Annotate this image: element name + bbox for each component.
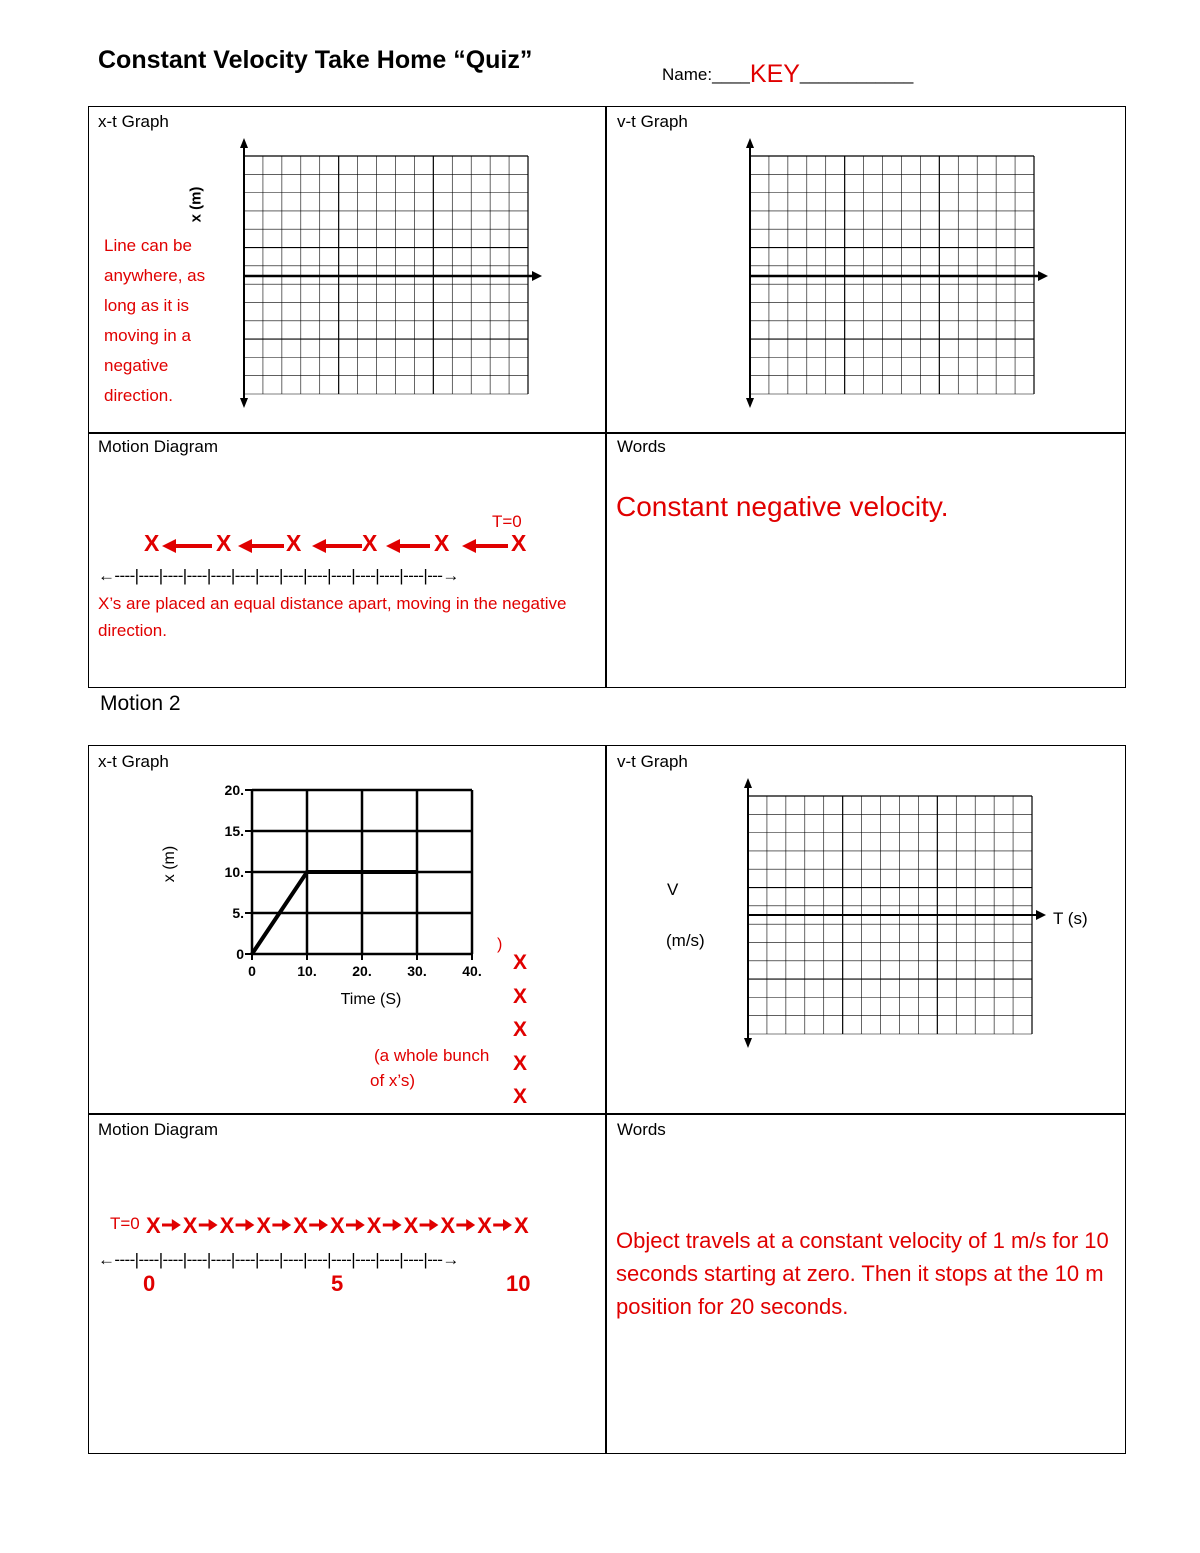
motion2-vt-label: v-t Graph bbox=[617, 752, 688, 771]
motion2-tick-10: 10 bbox=[506, 1271, 531, 1296]
page-title: Constant Velocity Take Home “Quiz” bbox=[98, 46, 533, 74]
motion-arrowhead bbox=[172, 1219, 181, 1231]
x-mark: X bbox=[514, 1213, 529, 1238]
motion1-xt-grid bbox=[230, 136, 550, 410]
note-line: Line can be bbox=[104, 236, 192, 255]
motion1-arrows bbox=[140, 532, 540, 562]
motion2-arrow-layer bbox=[0, 1210, 600, 1240]
chart-y-tick-label: 15. bbox=[224, 823, 244, 839]
x-mark: X bbox=[293, 1213, 308, 1238]
motion2-tick-5: 5 bbox=[331, 1271, 344, 1296]
chart-x-tick-label: 0 bbox=[248, 963, 256, 979]
x-mark: X bbox=[182, 1213, 198, 1238]
motion-arrowhead bbox=[209, 1219, 218, 1231]
note-line: anywhere, as bbox=[104, 266, 206, 285]
x-mark: X bbox=[434, 530, 450, 556]
chart-y-tick-label: 0 bbox=[236, 946, 244, 962]
motion1-t0-label: T=0 bbox=[492, 512, 522, 531]
motion2-vt-ylabel-bottom: (m/s) bbox=[666, 931, 705, 950]
motion-arrowhead bbox=[245, 1219, 254, 1231]
motion-arrowhead bbox=[282, 1219, 291, 1231]
x-mark: X bbox=[513, 984, 528, 1008]
x-mark: X bbox=[511, 530, 527, 556]
motion1-xt-axis-label: x (m) bbox=[187, 186, 205, 223]
motion-arrowhead bbox=[503, 1219, 512, 1231]
x-mark: X bbox=[256, 1213, 272, 1238]
chart-y-tick-label: 20. bbox=[224, 782, 244, 798]
motion2-heading: Motion 2 bbox=[100, 692, 181, 715]
x-mark: X bbox=[403, 1213, 419, 1238]
motion2-side-marks bbox=[513, 946, 527, 1114]
x-mark: X bbox=[513, 1051, 528, 1075]
motion1-xt-note bbox=[104, 231, 205, 411]
chart-x-tick-label: 40. bbox=[462, 963, 482, 979]
motion-arrowhead bbox=[356, 1219, 365, 1231]
name-field bbox=[662, 58, 913, 87]
name-trailing-line: ____________ bbox=[799, 65, 914, 84]
chart-x-label: Time (S) bbox=[340, 991, 402, 1008]
x-mark: X bbox=[513, 951, 528, 974]
name-label: Name:____ bbox=[662, 65, 750, 84]
x-mark: X bbox=[477, 1213, 492, 1238]
motion2-marks bbox=[0, 1210, 600, 1240]
side-note-line: of x’s) bbox=[370, 1071, 416, 1090]
motion2-side-note bbox=[370, 1043, 489, 1093]
x-mark: X bbox=[330, 1213, 345, 1238]
motion-arrowhead bbox=[393, 1219, 402, 1231]
note-line: moving in a bbox=[104, 326, 191, 345]
x-mark: X bbox=[362, 530, 378, 556]
motion2-side-partial: ) bbox=[497, 936, 503, 953]
motion2-md-label: Motion Diagram bbox=[98, 1120, 218, 1139]
chart-y-tick-label: 5. bbox=[232, 905, 244, 921]
x-mark: X bbox=[366, 1213, 382, 1238]
x-mark: X bbox=[513, 1018, 528, 1041]
motion2-vt-grid bbox=[734, 776, 1054, 1050]
motion2-vt-xlabel: T (s) bbox=[1053, 909, 1088, 928]
motion-arrowhead bbox=[429, 1219, 438, 1231]
motion1-md-note: X’s are placed an equal distance apart, moving in the negative direction. bbox=[98, 594, 567, 640]
chart-x-tick-label: 30. bbox=[407, 963, 427, 979]
note-line: long as it is bbox=[104, 296, 190, 315]
x-mark: X bbox=[216, 530, 232, 556]
chart-y-label: x (m) bbox=[161, 845, 178, 883]
motion2-divider-h bbox=[88, 1113, 1126, 1115]
x-mark: X bbox=[144, 530, 160, 556]
motion-arrowhead bbox=[466, 1219, 475, 1231]
x-mark: X bbox=[513, 1085, 528, 1108]
note-line: negative bbox=[104, 356, 169, 375]
chart-x-tick-label: 10. bbox=[297, 963, 317, 979]
motion1-vt-label: v-t Graph bbox=[617, 112, 688, 131]
motion1-vt-grid bbox=[736, 136, 1056, 410]
x-mark: X bbox=[146, 1213, 161, 1238]
chart-x-tick-label: 20. bbox=[352, 963, 372, 979]
motion1-words-label: Words bbox=[617, 437, 666, 456]
motion2-xt-chart bbox=[150, 772, 503, 1022]
motion1-md-label: Motion Diagram bbox=[98, 437, 218, 456]
motion-arrowhead bbox=[319, 1219, 328, 1231]
x-mark: X bbox=[286, 530, 302, 556]
name-value: KEY bbox=[749, 60, 800, 88]
x-mark: X bbox=[219, 1213, 235, 1238]
motion1-words-text: Constant negative velocity. bbox=[616, 491, 949, 522]
motion2-divider-v bbox=[605, 745, 607, 1454]
motion1-ruler: ←----|----|----|----|----|----|----|----|----|----|----|----|----|---→ bbox=[98, 566, 459, 585]
motion2-words-text: Object travels at a constant velocity of 1 m/s for 10 seconds starting at zero. Then it stops at the 10 m position for 20 seconds. bbox=[616, 1228, 1109, 1319]
motion1-xt-label: x-t Graph bbox=[98, 112, 169, 131]
x-mark: X bbox=[440, 1213, 456, 1238]
chart-y-tick-label: 10. bbox=[224, 864, 244, 880]
motion1-divider-v bbox=[605, 106, 607, 688]
motion2-tick-0: 0 bbox=[143, 1271, 156, 1296]
side-note-line: (a whole bunch bbox=[374, 1046, 490, 1065]
motion1-divider-h bbox=[88, 432, 1126, 434]
note-line: direction. bbox=[104, 386, 173, 405]
motion2-t0-label: T=0 bbox=[110, 1214, 140, 1233]
motion2-ruler: ←----|----|----|----|----|----|----|----|----|----|----|----|----|---→ bbox=[98, 1250, 459, 1269]
motion2-words-label: Words bbox=[617, 1120, 666, 1139]
motion2-xt-label: x-t Graph bbox=[98, 752, 169, 771]
motion2-vt-ylabel-top: V bbox=[667, 880, 679, 899]
